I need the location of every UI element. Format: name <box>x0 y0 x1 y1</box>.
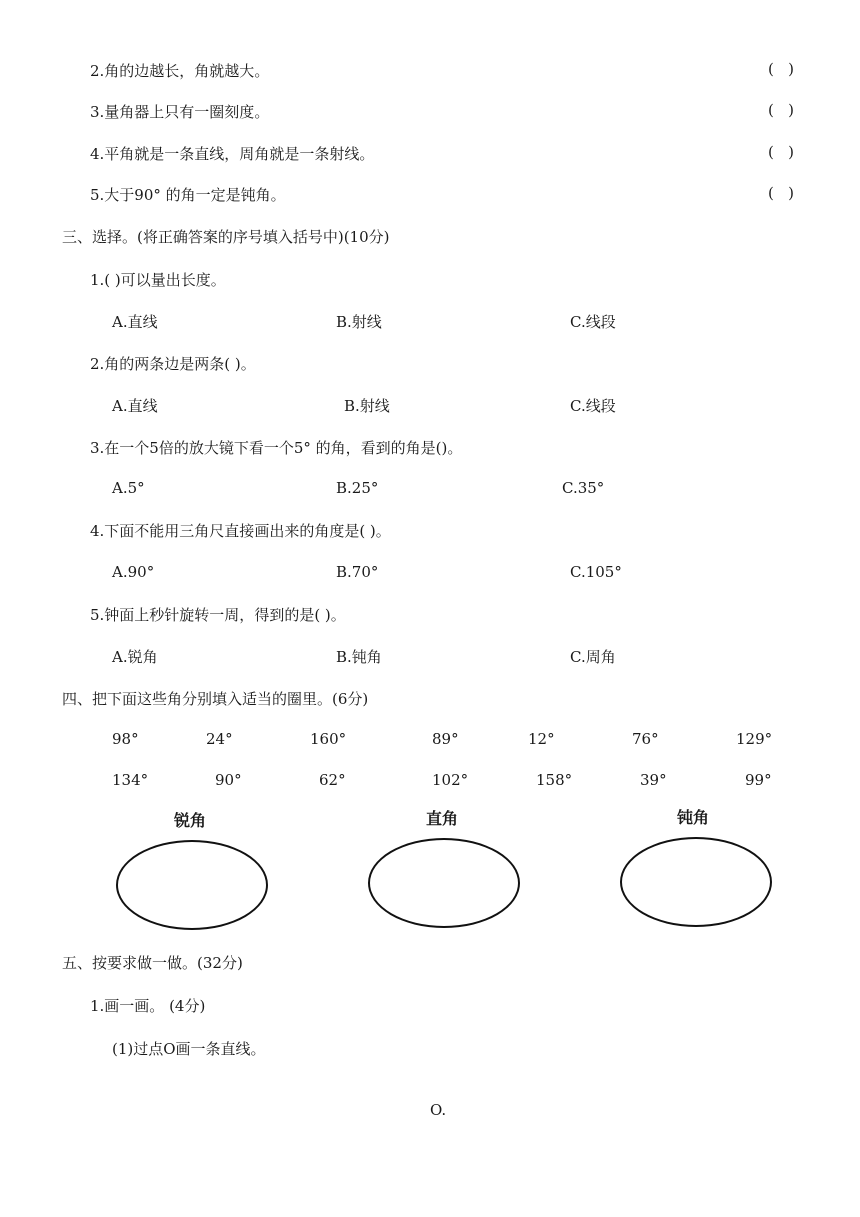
right-angle-label: 直角 <box>426 809 459 828</box>
angle-value[interactable]: 62° <box>319 771 346 789</box>
answer-paren-5[interactable]: ( ) <box>768 184 795 202</box>
section-5-heading: 五、按要求做一做。(32分) <box>62 954 243 972</box>
angle-value[interactable]: 98° <box>112 730 139 748</box>
choice-3-option-a[interactable]: A.5° <box>112 479 145 497</box>
judge-item-2: 2.角的边越长，角就越大。 <box>90 62 270 80</box>
choice-4-option-c[interactable]: C.105° <box>570 563 622 581</box>
acute-angle-label: 锐角 <box>174 811 207 830</box>
judge-item-5: 5.大于90° 的角一定是钝角。 <box>90 186 286 204</box>
answer-paren-2[interactable]: ( ) <box>768 60 795 78</box>
choice-question-2: 2.角的两条边是两条( )。 <box>90 355 256 373</box>
answer-paren-3[interactable]: ( ) <box>768 101 795 119</box>
judge-item-3: 3.量角器上只有一圈刻度。 <box>90 103 270 121</box>
angle-value[interactable]: 102° <box>432 771 469 789</box>
angle-value[interactable]: 24° <box>206 730 233 748</box>
right-angle-circle[interactable] <box>368 838 520 928</box>
obtuse-angle-circle[interactable] <box>620 837 772 927</box>
choice-question-4: 4.下面不能用三角尺直接画出来的角度是( )。 <box>90 522 391 540</box>
choice-5-option-b[interactable]: B.钝角 <box>336 648 382 666</box>
section-4-heading: 四、把下面这些角分别填入适当的圈里。(6分) <box>62 690 369 708</box>
angle-value[interactable]: 99° <box>745 771 772 789</box>
choice-question-3: 3.在一个5倍的放大镜下看一个5° 的角，看到的角是()。 <box>90 439 463 457</box>
choice-3-option-b[interactable]: B.25° <box>336 479 379 497</box>
angle-value[interactable]: 89° <box>432 730 459 748</box>
choice-3-option-c[interactable]: C.35° <box>562 479 605 497</box>
answer-paren-4[interactable]: ( ) <box>768 143 795 161</box>
judge-item-4: 4.平角就是一条直线，周角就是一条射线。 <box>90 145 375 163</box>
acute-angle-circle[interactable] <box>116 840 268 930</box>
choice-5-option-c[interactable]: C.周角 <box>570 648 616 666</box>
choice-5-option-a[interactable]: A.锐角 <box>112 648 158 666</box>
angle-value[interactable]: 160° <box>310 730 347 748</box>
angle-value[interactable]: 134° <box>112 771 149 789</box>
choice-1-option-a[interactable]: A.直线 <box>112 313 158 331</box>
angle-value[interactable]: 158° <box>536 771 573 789</box>
task-1-1-instruction: (1)过点O画一条直线。 <box>112 1040 266 1058</box>
choice-2-option-c[interactable]: C.线段 <box>570 397 616 415</box>
point-o-label[interactable]: O. <box>430 1101 447 1119</box>
angle-value[interactable]: 129° <box>736 730 773 748</box>
obtuse-angle-label: 钝角 <box>677 808 710 827</box>
choice-4-option-b[interactable]: B.70° <box>336 563 379 581</box>
choice-2-option-a[interactable]: A.直线 <box>112 397 158 415</box>
angle-value[interactable]: 12° <box>528 730 555 748</box>
choice-1-option-c[interactable]: C.线段 <box>570 313 616 331</box>
angle-value[interactable]: 90° <box>215 771 242 789</box>
choice-2-option-b[interactable]: B.射线 <box>344 397 390 415</box>
choice-4-option-a[interactable]: A.90° <box>112 563 155 581</box>
task-1-heading: 1.画一画。 (4分) <box>90 997 206 1015</box>
choice-1-option-b[interactable]: B.射线 <box>336 313 382 331</box>
choice-question-1: 1.( )可以量出长度。 <box>90 271 226 289</box>
choice-question-5: 5.钟面上秒针旋转一周，得到的是( )。 <box>90 606 346 624</box>
section-3-heading: 三、选择。(将正确答案的序号填入括号中)(10分) <box>62 228 390 246</box>
angle-value[interactable]: 39° <box>640 771 667 789</box>
angle-value[interactable]: 76° <box>632 730 659 748</box>
